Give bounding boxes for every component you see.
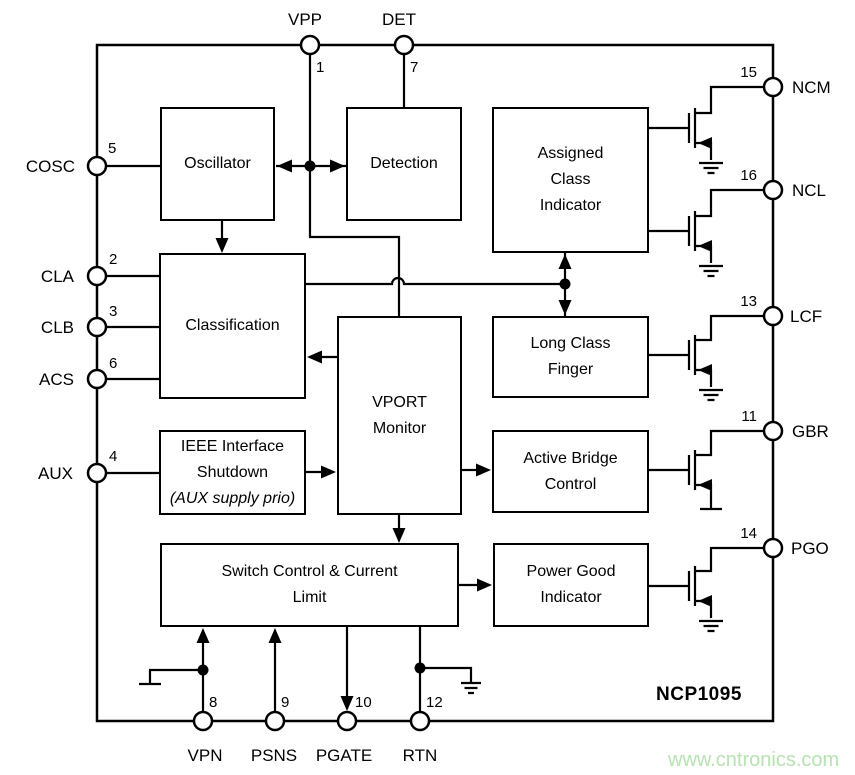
arrowhead-into-oscillator — [277, 160, 292, 173]
pin-number-pgate: 10 — [355, 694, 372, 711]
block-switch-line2: Limit — [292, 589, 327, 606]
mosfet-ncl — [649, 190, 764, 276]
pin-label-cla: CLA — [40, 267, 74, 286]
block-aci-line2: Class — [550, 171, 591, 188]
pin-label-lcf: LCF — [790, 307, 823, 326]
pin-number-clb: 3 — [109, 303, 118, 320]
arrowhead-into-powergood — [477, 579, 492, 592]
arrowhead-into-vport — [321, 466, 336, 479]
arrowhead-into-aci — [559, 254, 572, 269]
pin-pgo — [764, 539, 782, 557]
pin-vpp — [301, 36, 319, 54]
arrowhead-pgate-down — [341, 696, 354, 711]
block-active-bridge-control — [492, 430, 649, 513]
mosfet-pgo-source-arrow — [698, 595, 712, 607]
block-abc-line2: Control — [544, 475, 597, 493]
pin-number-acs: 6 — [109, 355, 118, 372]
pin-gbr — [764, 422, 782, 440]
block-vport-monitor — [337, 316, 462, 515]
block-ieee-line3: (AUX supply prio) — [169, 489, 296, 507]
pin-lcf — [764, 307, 782, 325]
block-ieee-line2: Shutdown — [196, 463, 269, 481]
mosfet-pgo — [649, 548, 764, 631]
block-switch-line1: Switch Control & Current — [221, 563, 398, 580]
pin-number-det: 7 — [410, 59, 419, 76]
block-classification-label: Classification — [185, 317, 280, 334]
pin-label-psns: PSNS — [250, 746, 298, 765]
pin-label-vpp: VPP — [287, 10, 323, 29]
pin-ncl — [764, 181, 782, 199]
arrowhead-psns-up — [269, 628, 282, 643]
ground-symbol-rtn — [420, 668, 481, 693]
ground-symbol-vpn — [139, 670, 203, 684]
pin-vpn — [194, 712, 212, 730]
block-lcf-line2: Finger — [547, 361, 594, 378]
pin-label-det: DET — [382, 10, 416, 29]
pin-ncm — [764, 78, 782, 96]
junction-dot-class — [560, 279, 571, 290]
arrowhead-into-classification-right — [307, 351, 322, 364]
block-aci-line3: Indicator — [539, 197, 602, 214]
pin-label-pgate: PGATE — [315, 746, 373, 765]
block-detection-label: Detection — [370, 155, 438, 172]
block-long-class-finger — [492, 316, 649, 398]
pin-det — [395, 36, 413, 54]
pin-number-vpp: 1 — [316, 59, 325, 76]
block-pgi-line2: Indicator — [540, 589, 602, 606]
pin-label-gbr: GBR — [792, 422, 829, 441]
pin-label-ncl: NCL — [792, 181, 827, 200]
mosfet-lcf-source-arrow — [698, 364, 712, 376]
pin-clb — [88, 318, 106, 336]
block-pgi-line1: Power Good — [526, 563, 616, 580]
pin-number-pgo: 14 — [740, 525, 757, 542]
block-assigned-class-indicator — [492, 107, 649, 253]
block-detection — [346, 107, 462, 221]
wire-classification-out-hop — [306, 278, 565, 284]
pin-psns — [266, 712, 284, 730]
block-aci-line1: Assigned — [537, 145, 604, 162]
pin-label-ncm: NCM — [792, 78, 831, 97]
pin-number-psns: 9 — [281, 694, 290, 711]
junction-dot-vpn — [198, 665, 209, 676]
pin-number-ncl: 16 — [740, 167, 757, 184]
arrowhead-into-switch — [393, 528, 406, 543]
pin-label-vpn: VPN — [187, 746, 223, 765]
junction-dot-rtn — [415, 663, 426, 674]
block-ieee-line1: IEEE Interface — [180, 437, 285, 455]
pin-number-rtn: 12 — [426, 694, 443, 711]
junction-dot-vpp — [305, 161, 316, 172]
mosfet-ncl-source-arrow — [698, 240, 712, 252]
block-power-good-indicator — [493, 543, 649, 627]
pin-label-aux: AUX — [38, 464, 73, 483]
block-oscillator-label: Oscillator — [184, 155, 251, 172]
pin-rtn — [411, 712, 429, 730]
block-vport-line1: VPORT — [372, 393, 427, 411]
block-switch-control-current-limit — [160, 543, 459, 627]
watermark-text: www.cntronics.com — [668, 749, 840, 771]
chip-name: NCP1095 — [656, 684, 742, 705]
arrowhead-into-detection — [330, 160, 345, 173]
pin-number-gbr: 11 — [741, 408, 757, 425]
block-classification — [159, 253, 306, 399]
pin-pgate — [338, 712, 356, 730]
mosfet-gbr — [649, 431, 764, 509]
pin-label-acs: ACS — [39, 370, 74, 389]
mosfet-lcf — [649, 316, 764, 400]
arrowhead-into-classification-top — [216, 238, 229, 253]
pin-number-vpn: 8 — [209, 694, 218, 711]
pin-number-ncm: 15 — [740, 64, 757, 81]
pin-aux — [88, 464, 106, 482]
pin-number-aux: 4 — [109, 448, 118, 465]
block-abc-line1: Active Bridge — [523, 449, 618, 467]
pin-number-cla: 2 — [109, 251, 118, 268]
arrowhead-into-bridge — [476, 464, 491, 477]
pin-acs — [88, 370, 106, 388]
mosfet-gbr-source-arrow — [698, 479, 712, 491]
block-oscillator — [160, 107, 275, 221]
arrowhead-into-lcf — [559, 300, 572, 315]
mosfet-ncm — [649, 87, 764, 173]
block-ieee-interface-shutdown — [159, 430, 306, 515]
pin-label-clb: CLB — [40, 318, 74, 337]
arrowhead-vpn-up — [197, 628, 210, 643]
pin-label-cosc: COSC — [25, 157, 75, 176]
mosfet-ncm-source-arrow — [698, 137, 712, 149]
pin-label-pgo: PGO — [791, 539, 829, 558]
block-lcf-line1: Long Class — [530, 335, 611, 352]
pin-label-rtn: RTN — [402, 746, 438, 765]
pin-number-lcf: 13 — [740, 293, 757, 310]
pin-number-cosc: 5 — [108, 140, 117, 157]
pin-cosc — [88, 157, 106, 175]
pin-cla — [88, 267, 106, 285]
block-vport-line2: Monitor — [372, 419, 427, 437]
